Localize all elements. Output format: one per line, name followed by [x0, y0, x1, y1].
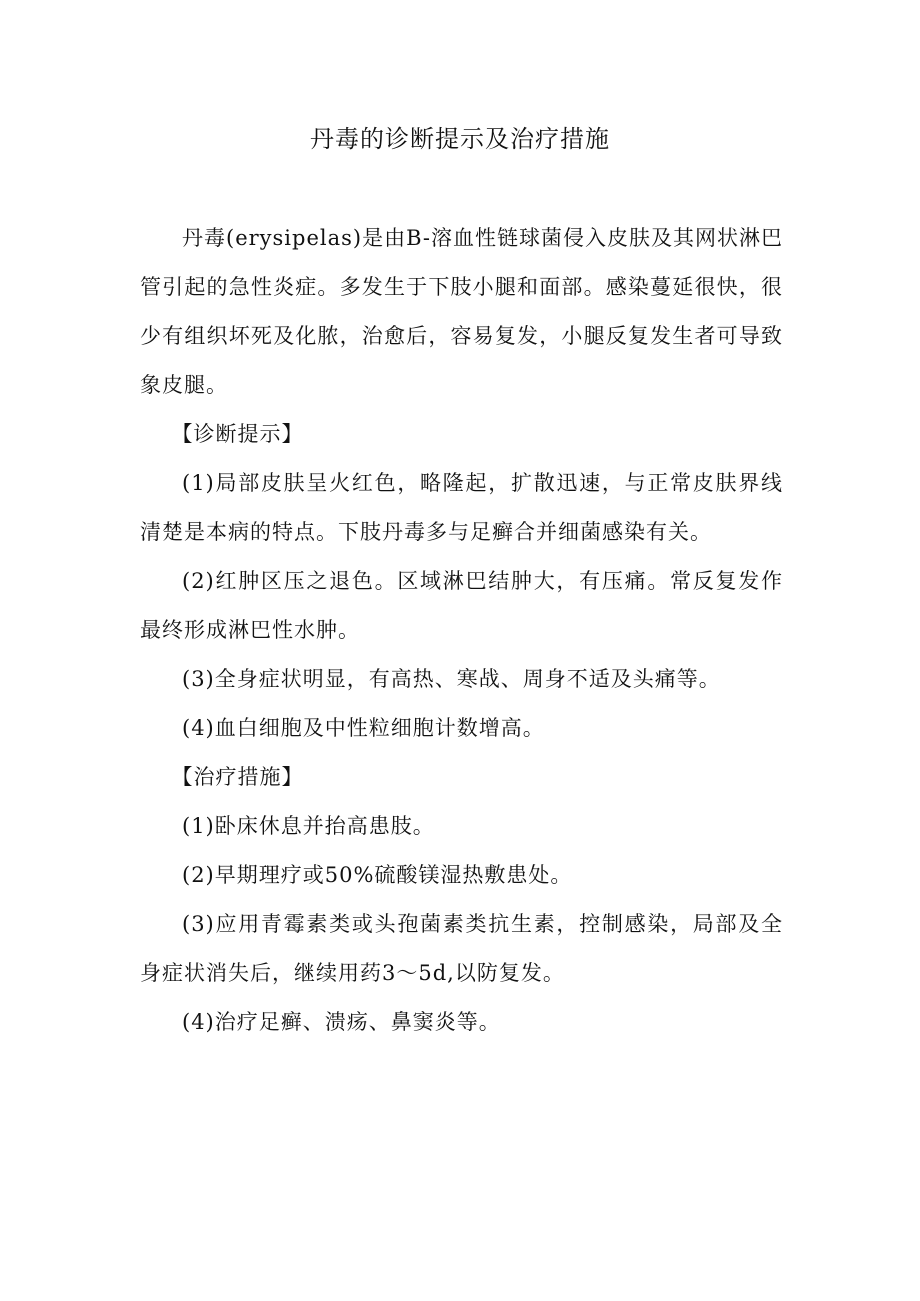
- treatment-item-2: (2)早期理疗或50%硫酸镁湿热敷患处。: [182, 863, 573, 887]
- document-title: 丹毒的诊断提示及治疗措施: [310, 125, 610, 153]
- treatment-item-3: (3)应用青霉素类或头孢菌素类抗生素，控制感染，局部及全身症状消失后，继续用药3～5d,以防复发。: [140, 912, 783, 985]
- diagnosis-item-1: (1)局部皮肤呈火红色，略隆起，扩散迅速，与正常皮肤界线清楚是本病的特点。下肢丹毒多与足癣合并细菌感染有关。: [140, 471, 783, 544]
- intro-paragraph: 丹毒(erysipelas)是由B-溶血性链球菌侵入皮肤及其网状淋巴管引起的急性炎症。多发生于下肢小腿和面部。感染蔓延很快，很少有组织坏死及化脓，治愈后，容易复发，小腿反复发生者可导致象皮腿。: [140, 226, 784, 397]
- treatment-item-1: (1)卧床休息并抬高患肢。: [182, 814, 435, 838]
- treatment-item-4: (4)治疗足癣、溃疡、鼻窦炎等。: [182, 1010, 501, 1034]
- diagnosis-item-3: (3)全身症状明显，有高热、寒战、周身不适及头痛等。: [182, 667, 721, 691]
- document-body: [140, 214, 783, 1047]
- diagnosis-item-4: (4)血白细胞及中性粒细胞计数增高。: [182, 716, 545, 740]
- diagnosis-heading: 【诊断提示】: [171, 422, 304, 446]
- diagnosis-item-2: (2)红肿区压之退色。区域淋巴结肿大，有压痛。常反复发作最终形成淋巴性水肿。: [140, 569, 783, 642]
- treatment-heading: 【治疗措施】: [171, 765, 304, 789]
